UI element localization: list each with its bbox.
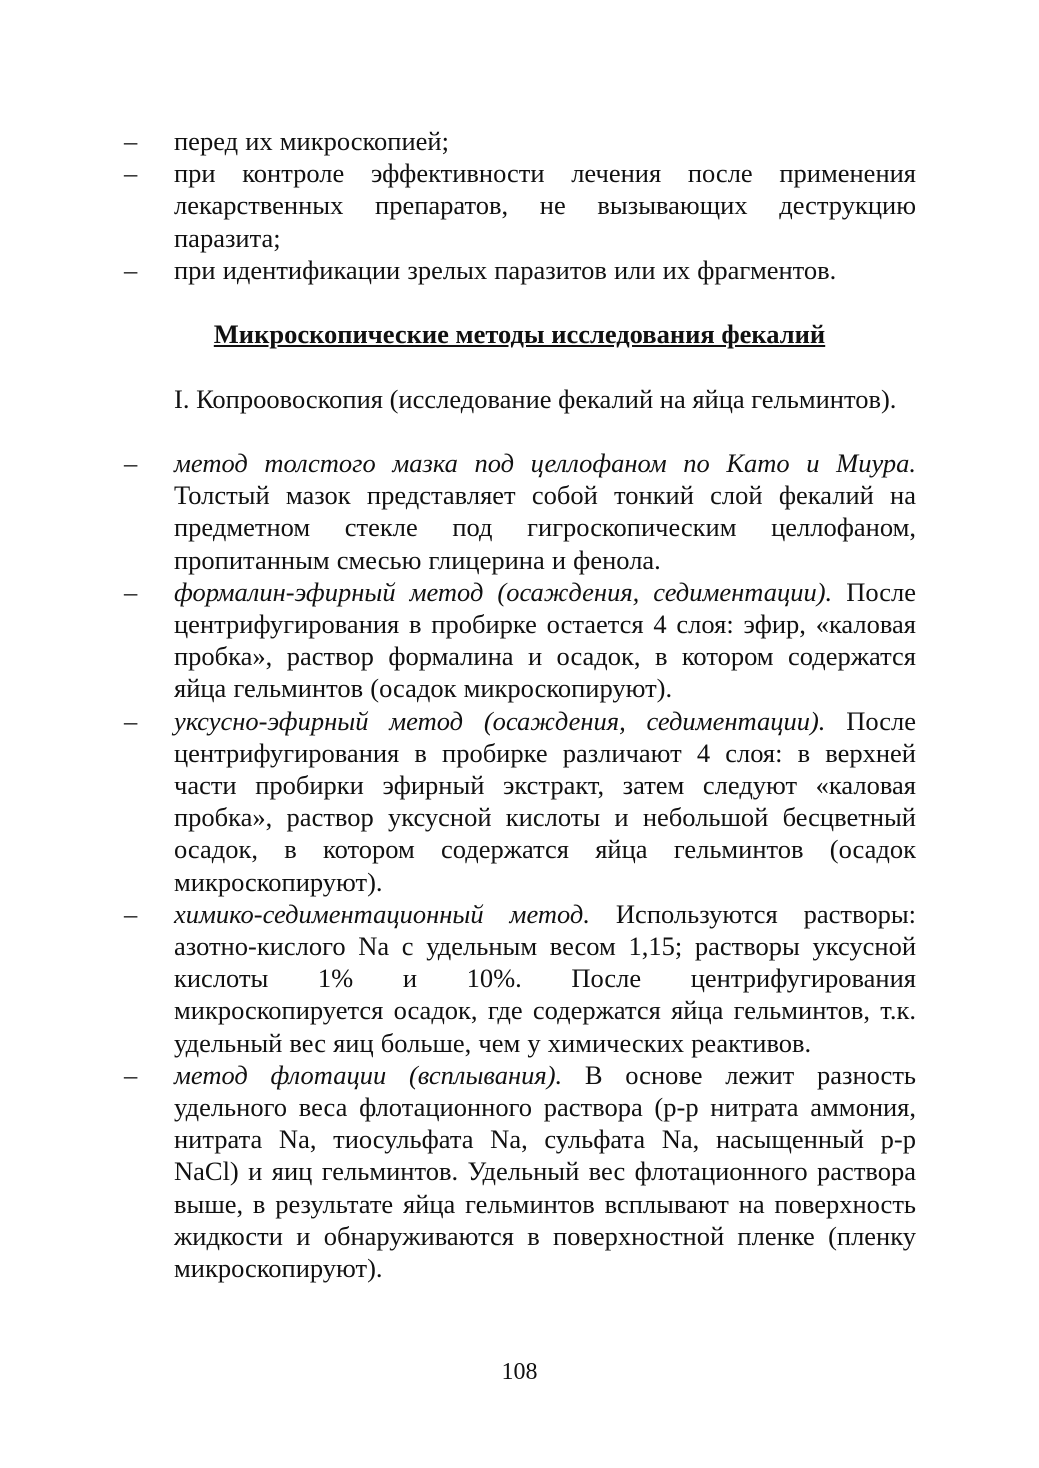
page-number: 108 <box>501 1359 538 1385</box>
section-heading: Микроскопические методы исследования фекалий <box>213 319 826 349</box>
bullet-dash: – <box>124 126 138 156</box>
method-name: метод толстого мазка под целлофаном по Като и Миура. <box>174 448 916 478</box>
methods-list <box>124 447 916 1284</box>
method-name: формалин-эфирный метод (осаждения, седиментации). <box>174 576 833 607</box>
bullet-dash: – <box>124 254 138 285</box>
method-description: Используются растворы: азотно-кислого Na с удельным весом 1,15; растворы уксусной кислоты 1% и 10%. После центрифугирования микроскопируется осадок, где содержатся яйца гельминтов, т.к. удельный вес яиц больше, чем у химических реактивов. <box>174 898 916 1058</box>
method-item <box>124 1059 916 1284</box>
method-name: метод флотации (всплывания). <box>174 1059 563 1090</box>
method-item <box>124 447 916 576</box>
method-description: После центрифугирования в пробирке различают 4 слоя: в верхней части пробирки эфирный экстракт, затем следуют «каловая пробка», раствор уксусной кислоты и небольшой бесцветный осадок, в котором содержатся яйца гельминтов (осадок микроскопируют). <box>174 705 916 897</box>
method-text <box>174 898 916 1059</box>
method-item <box>124 898 916 1059</box>
method-description: Толстый мазок представляет собой тонкий слой фекалий на предметном стекле под гигроскопическим целлофаном, пропитанным смесью глицерина и фенола. <box>174 480 916 575</box>
method-name: химико-седиментационный метод. <box>174 898 590 929</box>
method-text <box>174 447 916 576</box>
bullet-dash: – <box>124 448 138 478</box>
method-text <box>174 705 916 898</box>
list-item-text: при контроле эффективности лечения после применения лекарственных препаратов, не вызывающих деструкцию паразита; <box>174 158 916 253</box>
method-item <box>124 705 916 898</box>
list-item <box>124 125 916 157</box>
bullet-dash: – <box>124 898 138 929</box>
method-text <box>174 1059 916 1284</box>
list-item-text: при идентификации зрелых паразитов или их фрагментов. <box>174 254 837 285</box>
list-item <box>124 254 916 286</box>
bullet-dash: – <box>124 705 138 736</box>
intro-paragraph: I. Копроовоскопия (исследование фекалий на яйца гельминтов). <box>174 384 897 414</box>
bullet-dash: – <box>124 576 138 607</box>
bullet-dash: – <box>124 158 138 189</box>
method-item <box>124 576 916 705</box>
method-description: После центрифугирования в пробирке остается 4 слоя: эфир, «каловая пробка», раствор формалина и осадок, в котором содержатся яйца гельминтов (осадок микроскопируют). <box>174 576 917 704</box>
bullet-dash: – <box>124 1059 138 1090</box>
intro-bullet-list <box>124 125 916 286</box>
list-item <box>124 157 916 254</box>
method-name: уксусно-эфирный метод (осаждения, седиментации). <box>174 705 826 736</box>
method-description: В основе лежит разность удельного веса флотационного раствора (р-р нитрата аммония, нитрата Na, тиосульфата Na, сульфата Na, насыщенный р-р NaCl) и яиц гельминтов. Удельный вес флотационного раствора выше, в результате яйца гельминтов всплывают на поверхность жидкости и обнаруживаются в поверхностной пленке (пленку микроскопируют). <box>174 1059 916 1284</box>
list-item-text: перед их микроскопией; <box>174 126 449 156</box>
method-text <box>174 576 916 705</box>
